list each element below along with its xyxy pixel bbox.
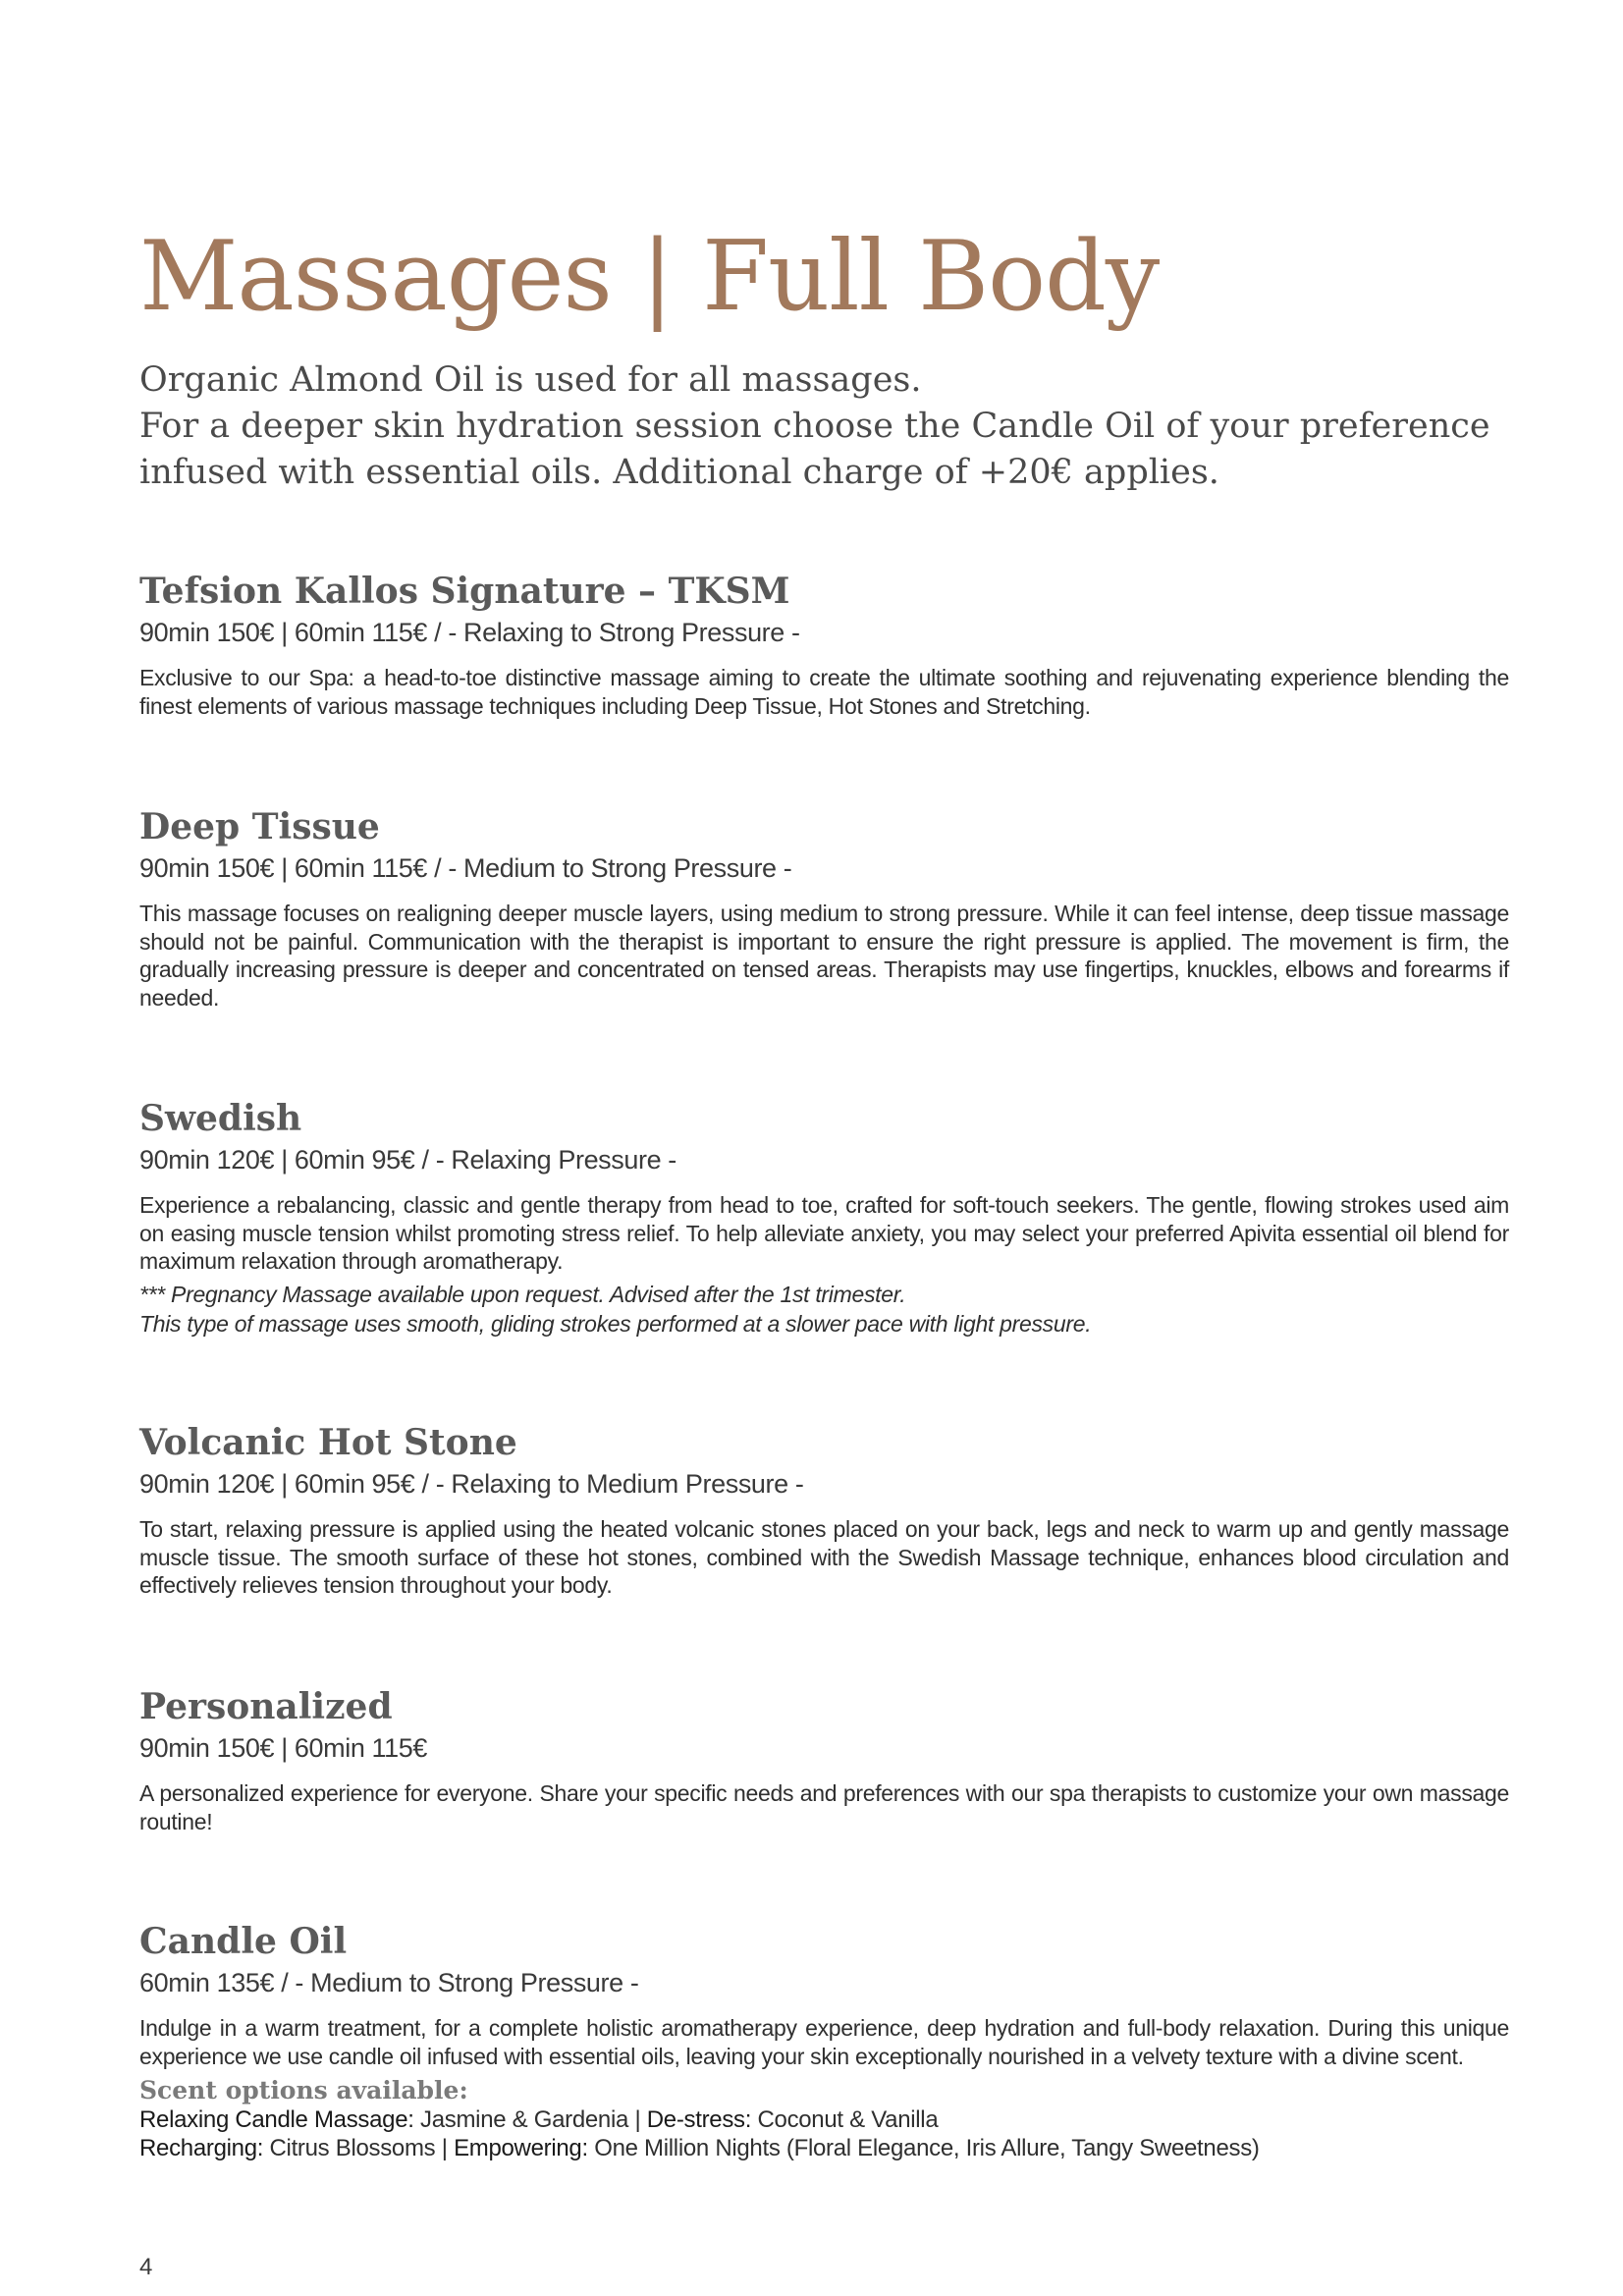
service-volcanic-hot-stone bbox=[139, 1421, 1509, 1600]
service-candle-oil bbox=[139, 1920, 1509, 2162]
scent-label: De-stress: bbox=[646, 2106, 752, 2133]
service-description: Indulge in a warm treatment, for a complete holistic aromatherapy experience, deep hydration and full-body relaxation. During this unique experience we use candle oil infused with essential oils, leaving your skin exceptionally nourished in a velvety texture with a divine scent. bbox=[139, 2015, 1509, 2069]
service-name: Swedish bbox=[139, 1098, 302, 1139]
scent-label: Empowering: bbox=[454, 2135, 588, 2161]
scent-label: Recharging: bbox=[139, 2135, 264, 2161]
intro-line-1: Organic Almond Oil is used for all massages. bbox=[139, 360, 922, 400]
service-personalized bbox=[139, 1685, 1509, 1835]
scent-separator: | bbox=[441, 2135, 448, 2161]
service-description: This massage focuses on realigning deeper muscle layers, using medium to strong pressure. While it can feel intense, deep tissue massage should not be painful. Communication with the therapist is important to ensure the right pressure is applied. The movement is firm, the gradually increasing pressure is deeper and concentrated on tensed areas. Therapists may use fingertips, knuckles, elbows and forearms if needed. bbox=[139, 901, 1509, 1011]
scent-value: One Million Nights (Floral Elegance, Iris Allure, Tangy Sweetness) bbox=[594, 2135, 1260, 2161]
intro bbox=[139, 357, 1509, 496]
service-price: 90min 120€ | 60min 95€ / - Relaxing Pressure - bbox=[139, 1145, 676, 1175]
service-price: 90min 120€ | 60min 95€ / - Relaxing to Medium Pressure - bbox=[139, 1469, 804, 1499]
service-tksm bbox=[139, 570, 1509, 720]
scent-value: Jasmine & Gardenia bbox=[420, 2106, 629, 2133]
service-description: To start, relaxing pressure is applied using the heated volcanic stones placed on your back, legs and neck to warm up and gently massage muscle tissue. The smooth surface of these hot stones, combined with the Swedish Massage technique, enhances blood circulation and effectively relieves tension throughout your body. bbox=[139, 1516, 1509, 1598]
scent-value: Coconut & Vanilla bbox=[757, 2106, 939, 2133]
service-description: Experience a rebalancing, classic and gentle therapy from head to toe, crafted for soft-touch seekers. The gentle, flowing strokes used aim on easing muscle tension whilst promoting stress relief. To help alleviate anxiety, you may select your preferred Apivita essential oil blend for maximum relaxation through aromatherapy. bbox=[139, 1192, 1509, 1274]
service-price: 90min 150€ | 60min 115€ / - Medium to Strong Pressure - bbox=[139, 853, 792, 883]
service-price: 60min 135€ / - Medium to Strong Pressure - bbox=[139, 1968, 639, 1997]
pregnancy-note: *** Pregnancy Massage available upon request. Advised after the 1st trimester. bbox=[139, 1281, 906, 1307]
service-deep-tissue bbox=[139, 805, 1509, 1011]
scent-separator: | bbox=[634, 2106, 641, 2133]
pregnancy-note-detail: This type of massage uses smooth, gliding strokes performed at a slower pace with light pressure. bbox=[139, 1310, 1092, 1337]
service-name: Tefsion Kallos Signature – TKSM bbox=[139, 571, 790, 612]
service-swedish bbox=[139, 1097, 1509, 1339]
service-price: 90min 150€ | 60min 115€ bbox=[139, 1733, 428, 1763]
page-number: 4 bbox=[139, 2254, 153, 2280]
service-description: A personalized experience for everyone. Share your specific needs and preferences with our spa therapists to customize your own massage routine! bbox=[139, 1780, 1509, 1834]
service-name: Deep Tissue bbox=[139, 806, 380, 847]
scent-line-2 bbox=[139, 2134, 1509, 2162]
intro-line-2: For a deeper skin hydration session choose the Candle Oil of your preference infused with essential oils. Additional charge of +20€ applies. bbox=[139, 407, 1490, 492]
scent-value: Citrus Blossoms bbox=[269, 2135, 436, 2161]
scent-label: Relaxing Candle Massage: bbox=[139, 2106, 414, 2133]
scent-line-1 bbox=[139, 2105, 1509, 2134]
service-name: Volcanic Hot Stone bbox=[139, 1422, 517, 1463]
service-name: Candle Oil bbox=[139, 1921, 348, 1962]
page-title: Massages | Full Body bbox=[139, 221, 1160, 333]
scent-options-title: Scent options available: bbox=[139, 2076, 468, 2105]
service-name: Personalized bbox=[139, 1686, 393, 1727]
service-price: 90min 150€ | 60min 115€ / - Relaxing to Strong Pressure - bbox=[139, 618, 800, 647]
service-description: Exclusive to our Spa: a head-to-toe distinctive massage aiming to create the ultimate soothing and rejuvenating experience blending the finest elements of various massage techniques including Deep Tissue, Hot Stones and Stretching. bbox=[139, 665, 1509, 719]
